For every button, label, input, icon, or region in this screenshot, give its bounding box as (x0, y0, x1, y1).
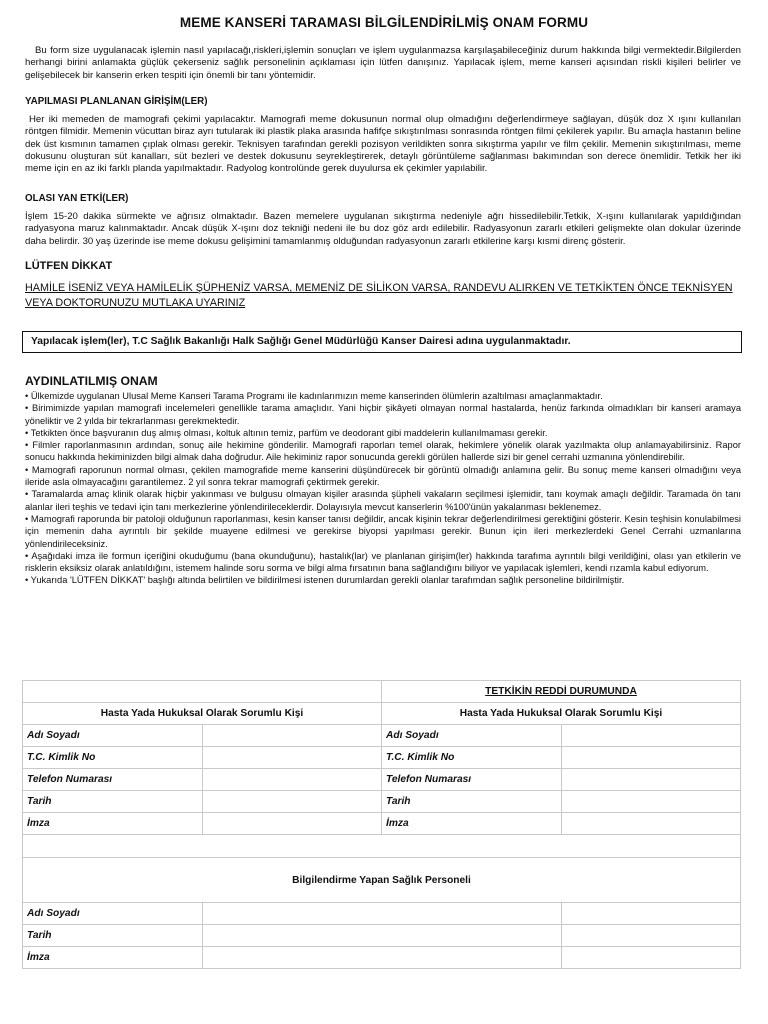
consent-bullet: • Taramalarda amaç klinik olarak hiçbir yakınması ve bulgusu olmayan kişiler arasında şüpheli vakaların seçilmesi işlemidir, tanı koymak amaçlı değildir. Taramada ön tanı alanlar ileri teşhis ve tedavi için tanı merkezlerine yönlendirileceklerdir. Dolayısıyla mevcut kanserlerin %100'ünün yakalanması beklenemez. (25, 489, 741, 512)
planned-procedure-heading: YAPILMASI PLANLANAN GİRİŞİM(LER) (25, 96, 208, 107)
staff-signature-label: İmza (23, 947, 203, 969)
side-effects-heading: OLASI YAN ETKİ(LER) (25, 193, 129, 204)
consent-bullet: • Aşağıdaki imza ile formun içeriğini okuduğumu (bana okunduğunu), hastalık(lar) ve planlanan girişim(ler) hakkında tarafıma ayrıntılı bilgi verildiğini, olası yan etkilerin ve risklerin eksiksiz olarak anlatıldığını, istemem halinde soru sorma ve bilgi alma fırsatının bana sağlandığını biliyor ve yapılacak işlemleri, kendi rızamla kabul ediyorum. (25, 550, 741, 574)
table-row (23, 703, 741, 725)
patient-column-header: Hasta Yada Hukuksal Olarak Sorumlu Kişi (23, 703, 382, 725)
consent-bullet: • Mamografi raporunda bir patoloji olduğunun raporlanması, kesin kanser tanısı değildir, ancak kişinin tekrar değerlendirilmesi gerektiğini gösterir. Kesin teşhisin konulabilmesi için memenin daha ayrıntılı bir şekilde muayene edilmesi ve gerekirse biyopsi yapılması gerekir. Bunun için ileri merkezlerdeki Genel Cerrahi uzmanlarına yönlendirileceksiniz. (25, 513, 741, 549)
refusal-id-number-field[interactable] (562, 747, 741, 769)
refusal-date-field[interactable] (562, 791, 741, 813)
table-row (23, 858, 741, 903)
staff-signature-field[interactable] (203, 947, 562, 969)
table-row (23, 835, 741, 858)
name-field[interactable] (203, 725, 382, 747)
table-row (23, 725, 741, 747)
table-row (23, 681, 741, 703)
consent-bullet: • Ülkemizde uygulanan Ulusal Meme Kanseri Tarama Programı ile kadınlarımızın meme kanserinden ölümlerin azaltılması amaçlanmaktadır. (25, 391, 603, 401)
refusal-signature-label: İmza (382, 813, 562, 835)
signature-field[interactable] (203, 813, 382, 835)
table-row (23, 769, 741, 791)
table-row (23, 791, 741, 813)
staff-date-field[interactable] (203, 925, 562, 947)
attention-warning-text: HAMİLE İSENİZ VEYA HAMİLELİK ŞÜPHENİZ VARSA, MEMENİZ DE SİLİKON VARSA, RANDEVU ALIRKEN VE TETKİKTEN ÖNCE TEKNİSYEN VEYA DOKTORUNUZU MUTLAKA UYARINIZ (25, 282, 733, 309)
staff-date-label: Tarih (23, 925, 203, 947)
refusal-signature-field[interactable] (562, 813, 741, 835)
attention-heading: LÜTFEN DİKKAT (25, 260, 113, 272)
refusal-name-label: Adı Soyadı (382, 725, 562, 747)
consent-bullet: • Yukarıda 'LÜTFEN DİKKAT' başlığı altında belirtilen ve bildirilmesi istenen durumlardan gerekli olanlar tarafımdan sağlık personeline bildirilmiştir. (25, 575, 625, 586)
form-title: MEME KANSERİ TARAMASI BİLGİLENDİRİLMİŞ ONAM FORMU (179, 15, 589, 30)
refusal-column-header: Hasta Yada Hukuksal Olarak Sorumlu Kişi (382, 703, 741, 725)
intro-paragraph: Bu form size uygulanacak işlemin nasıl yapılacağı,riskleri,işlemin sonuçları ve işlem uygulanmazsa karşılaşabileceğiniz durum hakkında bilgi vermektedir.Bilgilerden herhangi birini anlamakta güçlük çekerseniz sağlık personelinin açıklaması için lütfen danışınız. Yapılacak işlem, meme kanseri açısından riskli kişileri belirler ve gelişebilecek bir kanserin erken tespiti için önemli bir tanı yöntemidir. (25, 45, 741, 81)
phone-field[interactable] (203, 769, 382, 791)
spacer-row (23, 835, 741, 858)
planned-procedure-text: Her iki memeden de mamografi çekimi yapılacaktır. Mamografi meme dokusunun normal olup olmadığını değerlendirmeye sağlayan, düşük doz X ışını kullanılan röntgen filmidir. Memenin vücuttan biraz ayrı tutularak iki plastik plaka arasında hafifçe sıkıştırılması sonrasında röntgen filmi çekilerek yapılır. Bu amaçla hastanın beline dek üst kısmının tamamen çıplak olması gerekir. Teknisyen tarafından gerekli pozisyon verildikten sonra sıkıştırma yapılır ve film çekilir. Memenin sıkıştırılması, meme dokusunu oluşturan süt kanalları, süt bezleri ve destek dokusunu seyrekleştirerek, detaylı görüntüleme sağlanması bakımından son derece önemlidir. Tetkik her iki meme için en az iki farklı planda yapılmaktadır. Radyolog kontrolünde gerek duyulursa ek çekimler yapılabilir. (25, 114, 741, 175)
staff-section-title: Bilgilendirme Yapan Sağlık Personeli (23, 858, 741, 903)
refusal-phone-field[interactable] (562, 769, 741, 791)
id-number-field[interactable] (203, 747, 382, 769)
id-number-label: T.C. Kimlik No (23, 747, 203, 769)
consent-bullet: • Mamografi raporunun normal olması, çekilen mamografide meme kanserini düşündürecek bir görüntü olmadığı anlamına gelir. Bu sonuç meme kanseri olmadığını veya ileride asla olmayacağını garantilemez. 2 yıl sonra tekrar mamografi çektirmek gerekir. (25, 464, 741, 488)
signature-table (22, 680, 741, 969)
staff-signature-extra[interactable] (562, 947, 741, 969)
table-row (23, 947, 741, 969)
date-label: Tarih (23, 791, 203, 813)
signature-label: İmza (23, 813, 203, 835)
table-row (23, 747, 741, 769)
ministry-notice-box: Yapılacak işlem(ler), T.C Sağlık Bakanlığı Halk Sağlığı Genel Müdürlüğü Kanser Dairesi adına uygulanmaktadır. (22, 331, 742, 353)
date-field[interactable] (203, 791, 382, 813)
table-row (23, 813, 741, 835)
refusal-id-number-label: T.C. Kimlik No (382, 747, 562, 769)
consent-bullet: • Birimimizde yapılan mamografi incelemeleri genellikle tarama amaçlıdır. Yani hiçbir şikâyeti olmayan normal hastalarda, henüz farkında olmadıkları bir kanseri aramaya yöneliktir ve 2 yılda bir tekrarlanması gerekmektedir. (25, 403, 741, 426)
informed-consent-heading: AYDINLATILMIŞ ONAM (25, 374, 158, 388)
side-effects-text: İşlem 15-20 dakika sürmekte ve ağrısız olmaktadır. Bazen memelere uygulanan sıkıştırma nedeniyle ağrı hissedilebilir.Tetkik, X-ışını kullanılarak yapıldığından radyasyona maruz kalınmaktadır. Ancak düşük X-ışını doz tekniği nedeni ile bu doz göz ardı edilebilir. Radyasyonun zararlı etkileri gelişmekte olan dokular üzerinde daha belirdir. 30 yaş üzerinde ise meme dokusu gelişimini tamamlanmış olduğundan radyasyonun zararlı etkilerine karşı kısmi direnç gösterir. (25, 211, 741, 247)
name-label: Adı Soyadı (23, 725, 203, 747)
consent-bullet-list (25, 390, 741, 587)
staff-name-label: Adı Soyadı (23, 903, 203, 925)
table-row (23, 903, 741, 925)
refusal-phone-label: Telefon Numarası (382, 769, 562, 791)
staff-name-extra[interactable] (562, 903, 741, 925)
table-row (23, 925, 741, 947)
empty-cell (23, 681, 382, 703)
phone-label: Telefon Numarası (23, 769, 203, 791)
consent-bullet: • Filmler raporlanmasının ardından, sonuç aile hekimine gönderilir. Mamografi raporları temel olarak, hekimlere yönelik olarak yazılmakta olup anlamayabilirsiniz. Rapor sonucu hakkında hekiminizden bilgi almak daha doğrudur. Aile hekiminiz rapor sonucunda gerekli görülen hallerde sizi bir genel cerrahi uzmanına yönlendirebilir. (25, 440, 741, 463)
refusal-name-field[interactable] (562, 725, 741, 747)
staff-name-field[interactable] (203, 903, 562, 925)
consent-bullet: • Tetkikten önce başvuranın duş almış olması, koltuk altının temiz, parfüm ve deodorant gibi maddelerin kullanılmaması gerekir. (25, 427, 548, 438)
refusal-title: TETKİKİN REDDİ DURUMUNDA (382, 681, 741, 703)
refusal-date-label: Tarih (382, 791, 562, 813)
staff-date-extra[interactable] (562, 925, 741, 947)
